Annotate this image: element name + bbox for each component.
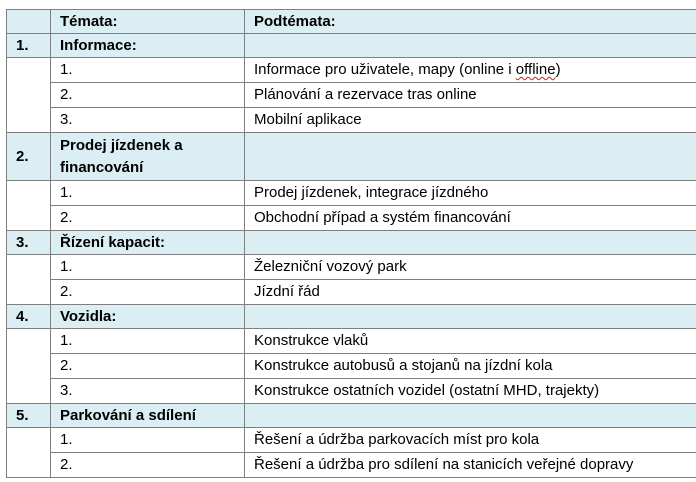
- topic-number: 4.: [7, 305, 51, 329]
- subtopic-number: 1.: [51, 58, 245, 83]
- header-row: [7, 10, 696, 34]
- spellcheck-word: offline: [515, 61, 556, 78]
- subtopic-row: [7, 379, 696, 404]
- subtopic-text: Mobilní aplikace: [245, 108, 696, 133]
- subtopic-row: [7, 428, 696, 453]
- subtopic-number: 2.: [51, 206, 245, 231]
- topic-row: [7, 231, 696, 255]
- topic-empty-cell: [245, 404, 696, 428]
- subtopic-number: 1.: [51, 255, 245, 280]
- subtopic-row: [7, 453, 696, 478]
- topics-table-body: [7, 10, 696, 478]
- subtopic-row: [7, 58, 696, 83]
- subtopic-row: [7, 206, 696, 231]
- topic-number: 2.: [7, 133, 51, 181]
- subtopic-text: Řešení a údržba pro sdílení na stanicích veřejné dopravy: [245, 453, 696, 478]
- subtopic-row: [7, 181, 696, 206]
- subtopic-spacer-cell: [7, 83, 51, 108]
- subtopic-number: 2.: [51, 83, 245, 108]
- header-subtopics-cell: Podtémata:: [245, 10, 696, 34]
- subtopic-number: 2.: [51, 453, 245, 478]
- topic-empty-cell: [245, 305, 696, 329]
- subtopic-text: Plánování a rezervace tras online: [245, 83, 696, 108]
- subtopic-spacer-cell: [7, 354, 51, 379]
- subtopic-row: [7, 329, 696, 354]
- topic-empty-cell: [245, 133, 696, 181]
- subtopic-spacer-cell: [7, 255, 51, 280]
- subtopic-spacer-cell: [7, 379, 51, 404]
- topic-row: [7, 305, 696, 329]
- subtopic-text: Prodej jízdenek, integrace jízdného: [245, 181, 696, 206]
- topic-number: 3.: [7, 231, 51, 255]
- topics-table: [6, 9, 696, 478]
- subtopic-text: Konstrukce ostatních vozidel (ostatní MHD, trajekty): [245, 379, 696, 404]
- topic-title: Informace:: [51, 34, 245, 58]
- subtopic-number: 1.: [51, 329, 245, 354]
- topic-title: Vozidla:: [51, 305, 245, 329]
- topic-row: [7, 34, 696, 58]
- header-number-cell: [7, 10, 51, 34]
- subtopic-row: [7, 108, 696, 133]
- topic-row: [7, 404, 696, 428]
- subtopic-text: Jízdní řád: [245, 280, 696, 305]
- subtopic-number: 3.: [51, 379, 245, 404]
- subtopic-spacer-cell: [7, 206, 51, 231]
- header-topics-cell: Témata:: [51, 10, 245, 34]
- topic-number: 1.: [7, 34, 51, 58]
- topic-empty-cell: [245, 231, 696, 255]
- subtopic-spacer-cell: [7, 58, 51, 83]
- subtopic-number: 2.: [51, 280, 245, 305]
- subtopic-row: [7, 83, 696, 108]
- topic-title: Řízení kapacit:: [51, 231, 245, 255]
- subtopic-row: [7, 354, 696, 379]
- subtopic-spacer-cell: [7, 428, 51, 453]
- subtopic-spacer-cell: [7, 181, 51, 206]
- topic-empty-cell: [245, 34, 696, 58]
- subtopic-row: [7, 280, 696, 305]
- subtopic-spacer-cell: [7, 453, 51, 478]
- subtopic-text: Obchodní případ a systém financování: [245, 206, 696, 231]
- topic-title: Parkování a sdílení: [51, 404, 245, 428]
- subtopic-number: 1.: [51, 181, 245, 206]
- topic-row: [7, 133, 696, 181]
- subtopic-spacer-cell: [7, 280, 51, 305]
- subtopic-row: [7, 255, 696, 280]
- subtopic-spacer-cell: [7, 108, 51, 133]
- subtopic-number: 3.: [51, 108, 245, 133]
- subtopic-text: Konstrukce vlaků: [245, 329, 696, 354]
- topic-number: 5.: [7, 404, 51, 428]
- subtopic-number: 2.: [51, 354, 245, 379]
- subtopic-number: 1.: [51, 428, 245, 453]
- subtopic-text: Konstrukce autobusů a stojanů na jízdní kola: [245, 354, 696, 379]
- subtopic-spacer-cell: [7, 329, 51, 354]
- subtopic-text: Železniční vozový park: [245, 255, 696, 280]
- subtopic-text: Informace pro uživatele, mapy (online i offline): [245, 58, 696, 83]
- subtopic-text: Řešení a údržba parkovacích míst pro kola: [245, 428, 696, 453]
- topic-title: Prodej jízdenek a financování: [51, 133, 245, 181]
